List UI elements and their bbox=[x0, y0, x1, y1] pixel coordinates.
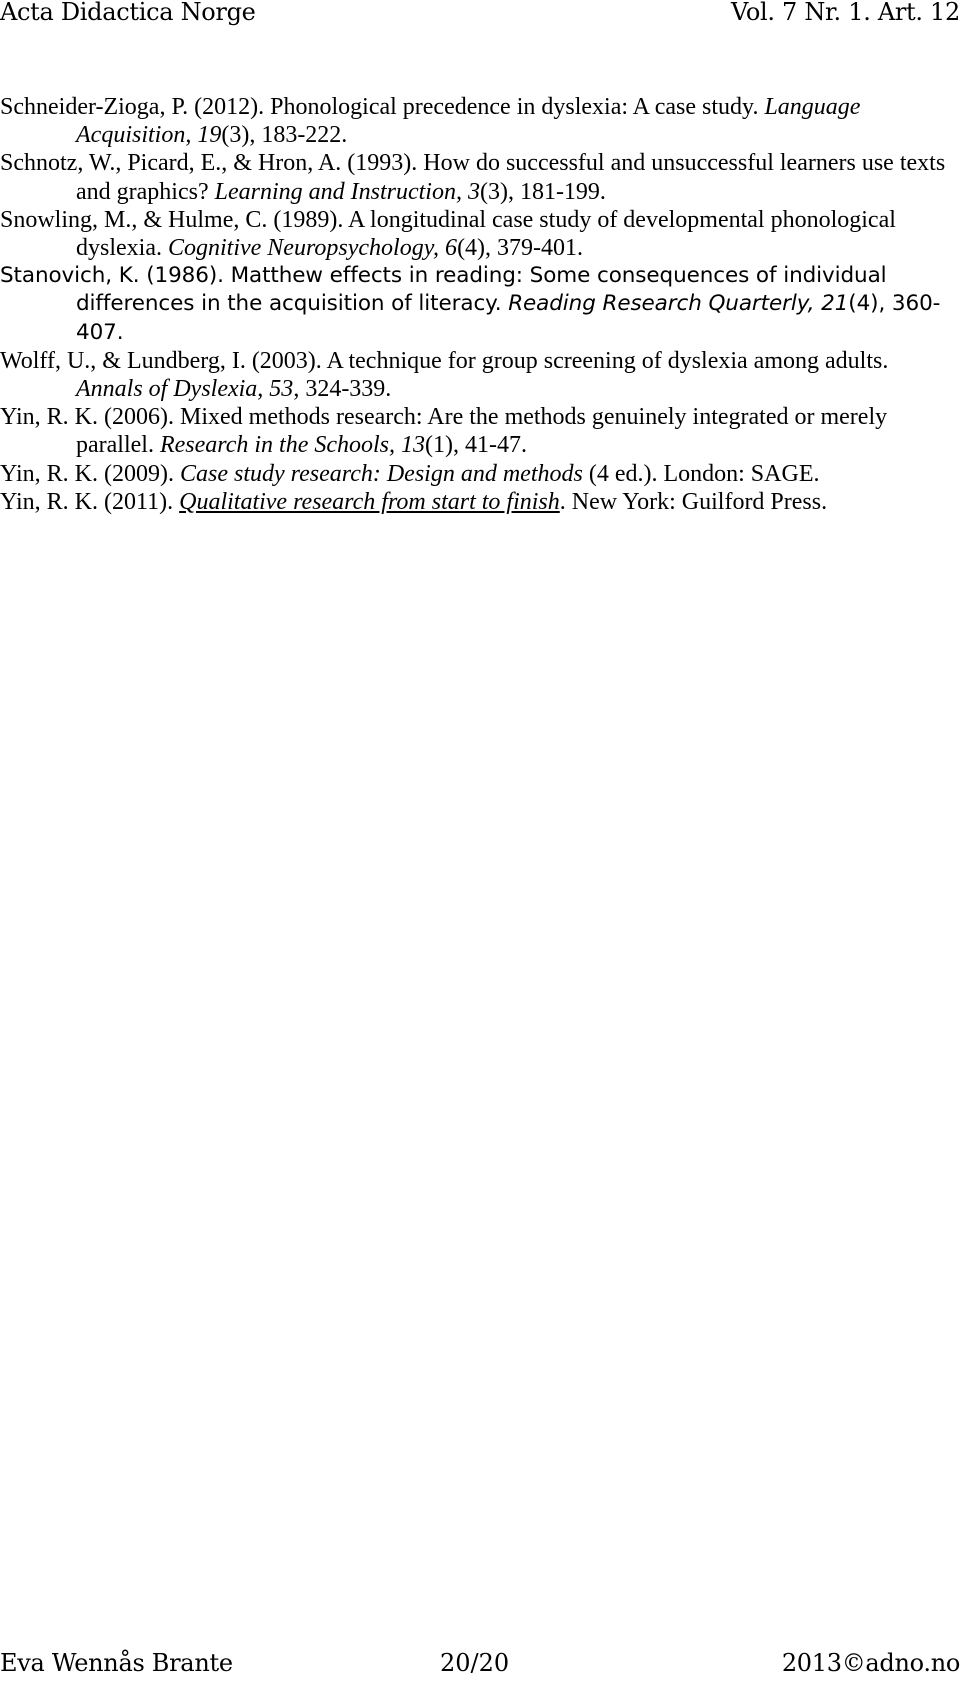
author-name: Eva Wennås Brante bbox=[0, 1649, 233, 1677]
copyright-site: 2013©adno.no bbox=[781, 1649, 960, 1677]
reference-entry: Schnotz, W., Picard, E., & Hron, A. (1993). How do successful and unsuccessful learners use texts and graphics? Learning and Instruction, 3(3), 181-199. bbox=[0, 150, 946, 205]
reference-entry: Snowling, M., & Hulme, C. (1989). A longitudinal case study of developmental phonological dyslexia. Cognitive Neuropsychology, 6(4), 379-401. bbox=[0, 206, 896, 262]
page-footer bbox=[0, 1649, 960, 1684]
reference-entry: Wolff, U., & Lundberg, I. (2003). A technique for group screening of dyslexia among adults. Annals of Dyslexia, 53, 324-339. bbox=[0, 347, 889, 403]
volume-info: Vol. 7 Nr. 1. Art. 12 bbox=[731, 0, 960, 26]
page-number: 20/20 bbox=[440, 1649, 510, 1677]
reference-list bbox=[0, 93, 960, 516]
journal-title: Acta Didactica Norge bbox=[0, 0, 256, 26]
reference-entry: Stanovich, K. (1986). Matthew effects in reading: Some consequences of individual differences in the acquisition of literacy. Reading Research Quarterly, 21(4), 360-407. bbox=[0, 263, 941, 345]
reference-entry: Yin, R. K. (2009). Case study research: Design and methods (4 ed.). London: SAGE. bbox=[0, 460, 820, 487]
reference-entry: Schneider-Zioga, P. (2012). Phonological precedence in dyslexia: A case study. Language Acquisition, 19(3), 183-222. bbox=[0, 94, 861, 149]
reference-entry: Yin, R. K. (2011). Qualitative research from start to finish. New York: Guilford Press. bbox=[0, 488, 828, 515]
reference-entry: Yin, R. K. (2006). Mixed methods research: Are the methods genuinely integrated or merely parallel. Research in the Schools, 13(1), 41-47. bbox=[0, 404, 888, 459]
page-header bbox=[0, 0, 960, 30]
